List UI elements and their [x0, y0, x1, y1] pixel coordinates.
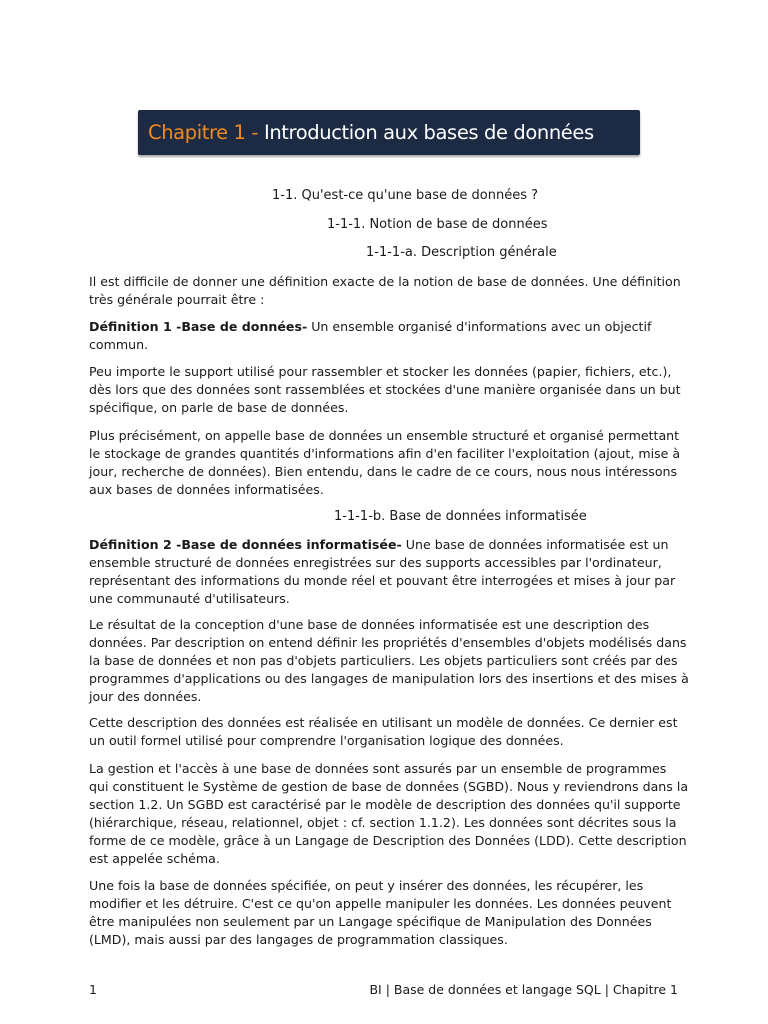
definition-1 [89, 318, 689, 354]
chapter-label: Chapitre 1 - [148, 121, 258, 144]
chapter-title: Introduction aux bases de données [264, 121, 594, 144]
definition-2 [89, 536, 689, 608]
footer-text: BI | Base de données et langage SQL | Chapitre 1 [369, 982, 678, 997]
section-heading-1-1-1-b: 1-1-1-b. Base de données informatisée [334, 509, 587, 524]
paragraph-precision: Plus précisément, on appelle base de données un ensemble structuré et organisé permettant le stockage de grandes quantités d'informations afin d'en faciliter l'exploitation (ajout, mise à jour, recherche de données). Bien entendu, dans le cadre de ce cours, nous nous intéressons aux bases de données informatisées. [89, 428, 681, 497]
paragraph-intro: Il est difficile de donner une définition exacte de la notion de base de données. Une définition très générale pourrait être : [89, 274, 681, 307]
definition-1-label: Définition 1 -Base de données- [89, 319, 308, 334]
definition-2-label: Définition 2 -Base de données informatisée- [89, 537, 402, 552]
section-heading-1-1: 1-1. Qu'est-ce qu'une base de données ? [272, 188, 539, 203]
paragraph-model: Cette description des données est réalisée en utilisant un modèle de données. Ce dernier est un outil formel utilisé pour comprendre l'organisation logique des données. [89, 715, 678, 748]
paragraph-support: Peu importe le support utilisé pour rassembler et stocker les données (papier, fichiers, etc.), dès lors que des données sont rassemblées et stockées d'une manière organisée dans un but spécifique, on parle de base de données. [89, 364, 681, 415]
chapter-banner [138, 110, 640, 155]
section-heading-1-1-1-a: 1-1-1-a. Description générale [366, 245, 557, 260]
page-number: 1 [89, 982, 97, 997]
paragraph-manipulation: Une fois la base de données spécifiée, on peut y insérer des données, les récupérer, les modifier et les détruire. C'est ce qu'on appelle manipuler les données. Les données peuvent être manipulées non seulement par un Langage spécifique de Manipulation des Données (LMD), mais aussi par des langages de programmation classiques. [89, 878, 672, 947]
section-heading-1-1-1: 1-1-1. Notion de base de données [327, 217, 548, 232]
paragraph-conception: Le résultat de la conception d'une base de données informatisée est une description des données. Par description on entend définir les propriétés d'ensembles d'objets modélisés dans la base de données et non pas d'objets particuliers. Les objets particuliers sont créés par des programmes d'applications ou des langages de manipulation lors des insertions et des mises à jour des données. [89, 617, 689, 704]
definition-1-text: Un ensemble organisé d'informations avec un objectif commun. [89, 319, 652, 352]
paragraph-sgbd: La gestion et l'accès à une base de données sont assurés par un ensemble de programmes qui constituent le Système de gestion de base de données (SGBD). Nous y reviendrons dans la section 1.2. Un SGBD est caractérisé par le modèle de description des données qu'il supporte (hiérarchique, réseau, relationnel, objet : cf. section 1.1.2). Les données sont décrites sous la forme de ce modèle, grâce à un Langage de Description des Données (LDD). Cette description est appelée schéma. [89, 761, 689, 866]
definition-2-text: Une base de données informatisée est un ensemble structuré de données enregistrées sur des supports accessibles par l'ordinateur, représentant des informations du monde réel et pouvant être interrogées et mises à jour par une communauté d'utilisateurs. [89, 537, 676, 606]
